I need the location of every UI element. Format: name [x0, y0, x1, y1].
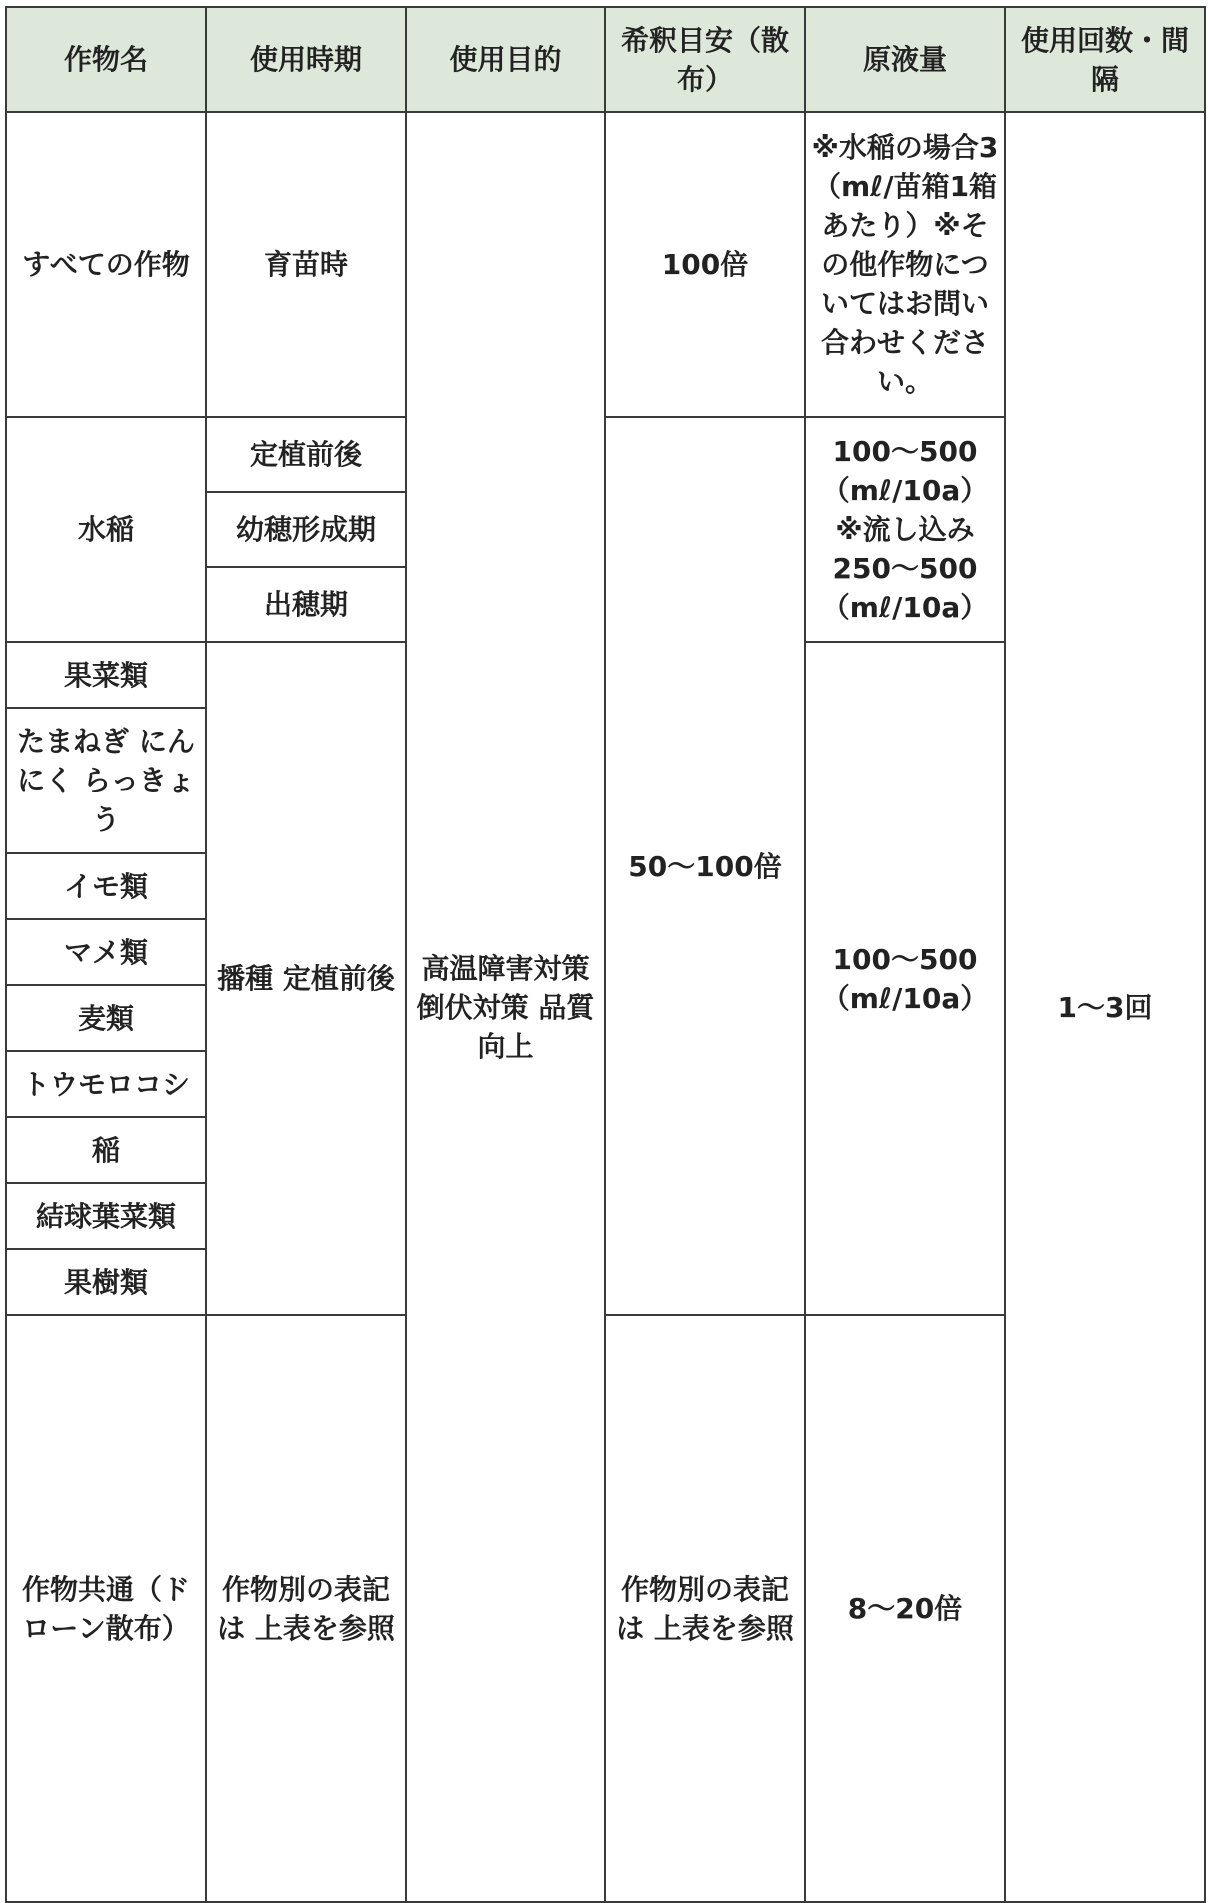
table-row — [6, 112, 1205, 417]
amount-cell: 100〜500 （mℓ/10a） ※流し込み 250〜500 （mℓ/10a） — [805, 417, 1005, 642]
period-cell: 出穂期 — [206, 567, 406, 642]
crop-cell: 果菜類 — [6, 642, 206, 708]
crop-cell: 作物共通（ドローン散布） — [6, 1315, 206, 1902]
crop-cell: 麦類 — [6, 985, 206, 1051]
amount-cell: 100〜500 （mℓ/10a） — [805, 642, 1005, 1315]
header-frequency: 使用回数・間隔 — [1005, 7, 1205, 112]
frequency-cell: 1〜3回 — [1005, 112, 1205, 1902]
header-row — [6, 7, 1205, 112]
header-purpose: 使用目的 — [406, 7, 605, 112]
amount-cell: ※水稲の場合3（mℓ/苗箱1箱あたり）※その他作物についてはお問い合わせください。 — [805, 112, 1005, 417]
crop-cell: トウモロコシ — [6, 1051, 206, 1117]
crop-cell: 稲 — [6, 1117, 206, 1183]
period-cell: 育苗時 — [206, 112, 406, 417]
crop-cell: すべての作物 — [6, 112, 206, 417]
period-cell: 定植前後 — [206, 417, 406, 492]
crop-cell: 果樹類 — [6, 1249, 206, 1315]
crop-cell: イモ類 — [6, 853, 206, 919]
crop-cell: たまねぎ にんにく らっきょう — [6, 708, 206, 853]
dilution-cell: 100倍 — [605, 112, 805, 417]
header-period: 使用時期 — [206, 7, 406, 112]
header-dilution: 希釈目安（散布） — [605, 7, 805, 112]
dilution-cell: 8〜20倍 — [805, 1315, 1005, 1902]
dilution-cell: 50〜100倍 — [605, 417, 805, 1315]
crop-cell: マメ類 — [6, 919, 206, 985]
purpose-cell: 高温障害対策 倒伏対策 品質向上 — [406, 112, 605, 1902]
crop-cell: 水稲 — [6, 417, 206, 642]
header-crop: 作物名 — [6, 7, 206, 112]
crop-cell: 結球葉菜類 — [6, 1183, 206, 1249]
header-amount: 原液量 — [805, 7, 1005, 112]
period-cell: 播種 定植前後 — [206, 642, 406, 1315]
period-cell: 幼穂形成期 — [206, 492, 406, 567]
period-cell: 作物別の表記は 上表を参照 — [206, 1315, 406, 1902]
usage-table — [5, 6, 1206, 1903]
purpose-cell: 作物別の表記は 上表を参照 — [605, 1315, 805, 1902]
